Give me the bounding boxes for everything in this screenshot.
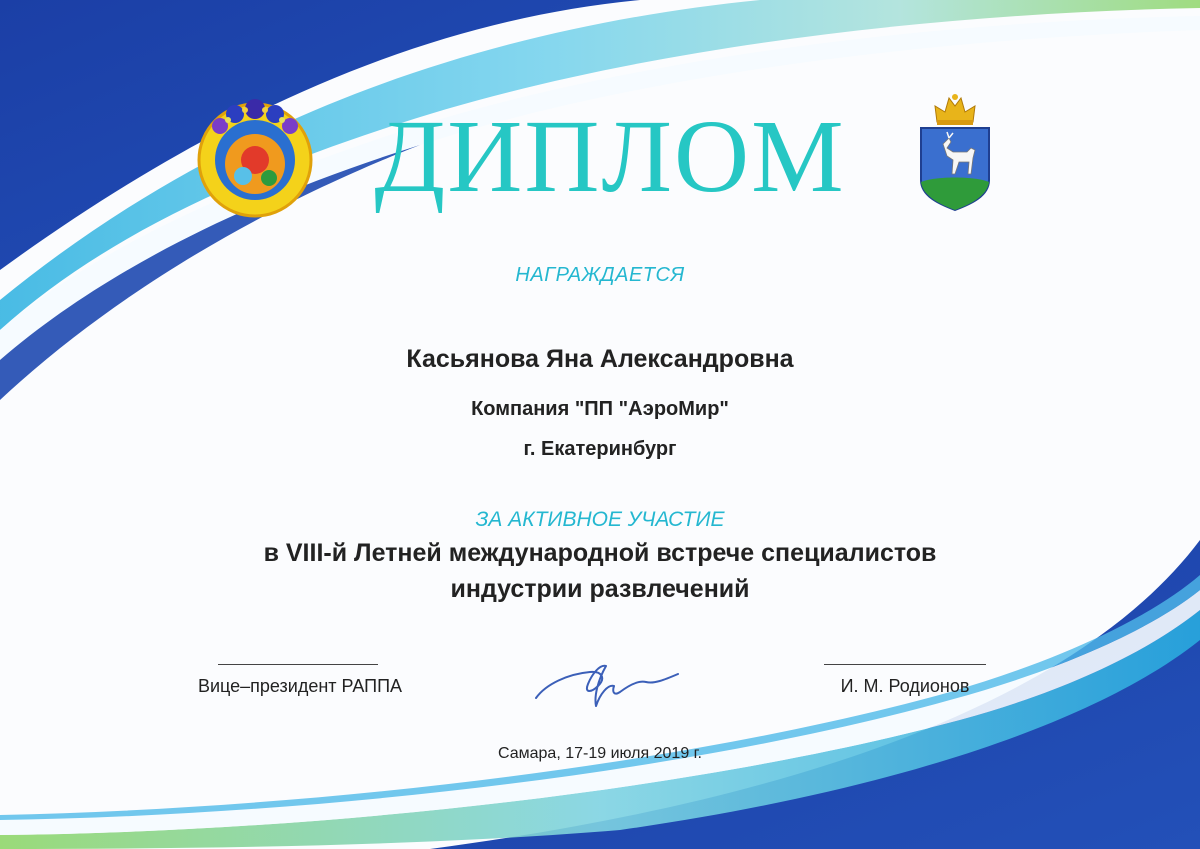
event-line-1: в VIII-й Летней международной встрече специалистов xyxy=(263,539,937,567)
award-reason: ЗА АКТИВНОЕ УЧАСТИЕ xyxy=(475,508,725,531)
samara-coat-of-arms xyxy=(915,92,995,212)
awarded-label: НАГРАЖДАЕТСЯ xyxy=(515,264,685,286)
signatory-position: Вице–президент РАППА xyxy=(197,676,403,696)
diploma-title: ДИПЛОМ xyxy=(374,99,846,214)
recipient-company: Компания "ПП "АэроМир" xyxy=(471,398,729,420)
signatory-name: И. М. Родионов xyxy=(840,676,970,696)
rappa-emblem-logo xyxy=(195,98,315,218)
signature-line-right xyxy=(824,664,986,665)
recipient-city: г. Екатеринбург xyxy=(523,438,677,460)
handwritten-signature xyxy=(528,654,688,714)
signature-line-left xyxy=(218,664,378,665)
recipient-name: Касьянова Яна Александровна xyxy=(406,345,794,373)
place-and-date: Самара, 17-19 июля 2019 г. xyxy=(498,745,702,762)
event-line-2: индустрии развлечений xyxy=(450,575,750,603)
